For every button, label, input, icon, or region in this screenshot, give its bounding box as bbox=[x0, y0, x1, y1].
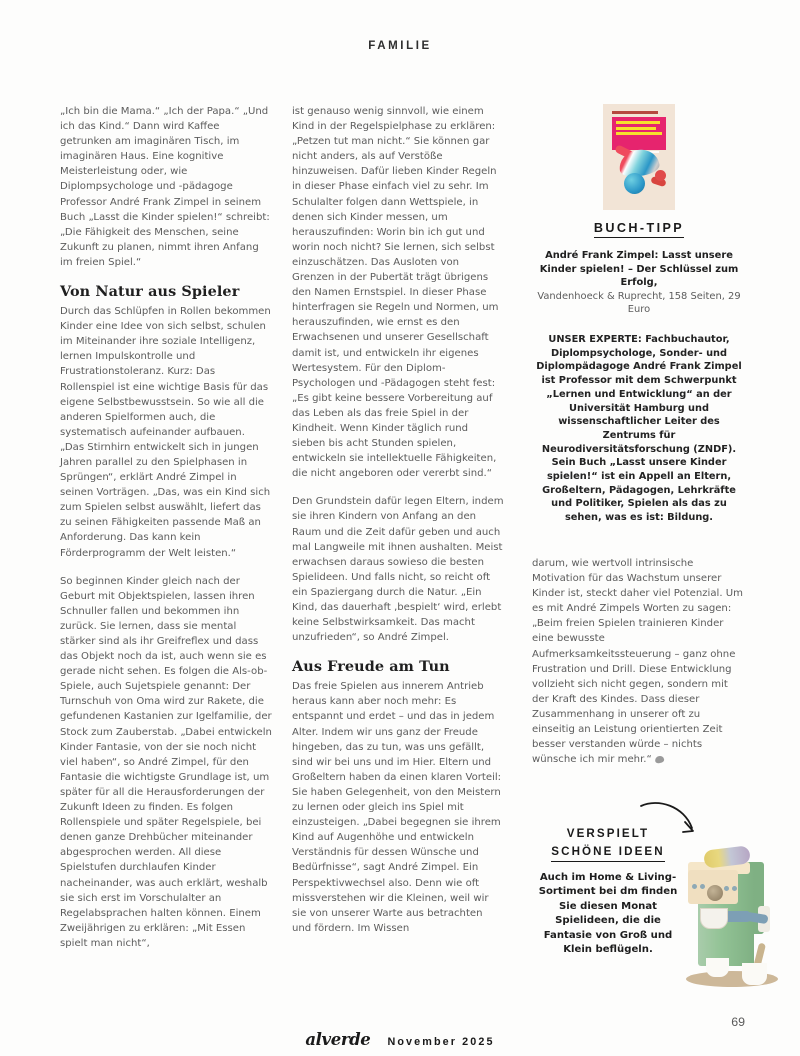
book-cover-image bbox=[603, 104, 675, 210]
text-column-2 bbox=[292, 104, 504, 949]
paragraph: Den Grundstein dafür legen Eltern, indem sie ihren Kindern von Anfang an den Raum und die Zeit dafür geben und auch mal Langweile mit ihnen aushalten. Meist erwachsen daraus sowieso die besten Spielideen. Und falls nicht, so reicht oft ein Spaziergang durch die Natur. „Ein Kind, das dauerhaft ‚bespielt‘ wird, erlebt keine Selbstwirksamkeit. Das macht unzufrieden“, so André Zimpel. bbox=[292, 496, 504, 644]
toy-cup bbox=[706, 958, 729, 977]
paragraph bbox=[532, 556, 746, 767]
paragraph: Durch das Schlüpfen in Rollen bekommen Kinder eine Idee von sich selbst, schulen im Miteinander ihre soziale Intelligenz, lernen Impulskontrolle und Frustrationstoleranz. Kurz: Das Rollenspiel ist eine wichtige Basis für das eigene Selbstbewusstsein. So wie all die anderen Spielformen auch, die systematisch aufeinander aufbauen. „Das Stirnhirn entwickelt sich in jungen Jahren parallel zu den Spielphasen in Sprüngen“, erklärt André Zimpel in seinen Vorträgen. „Das, was ein Kind sich zum Spielen selbst auswählt, liefert das zu seinen Fähigkeiten passende Maß an Anforderung. Das kann kein Förderprogramm der Welt leisten.“ bbox=[60, 306, 271, 559]
toy-cup bbox=[742, 963, 767, 985]
book-tip-label: BUCH-TIPP bbox=[594, 221, 684, 238]
toy-dial-icon bbox=[692, 884, 697, 889]
page-header bbox=[0, 40, 800, 52]
toy-filter-cup bbox=[700, 908, 728, 929]
ball-icon bbox=[624, 173, 645, 194]
book-tip-box bbox=[532, 104, 746, 317]
paragraph: „Ich bin die Mama.“ „Ich der Papa.“ „Und ich das Kind.“ Dann wird Kaffee getrunken am imaginären Tisch, im imaginären Haus. Eine kognitive Meisterleistung oder, wie Diplompsychologe und -pädagoge Professor André Frank Zimpel in seinem Buch „Lasst die Kinder spielen!“ schreibt: „Die Fähigkeit des Menschen, seine Zukunft zu planen, nimmt ihren Anfang im freien Spiel.“ bbox=[60, 106, 270, 268]
page-number: 69 bbox=[731, 1015, 745, 1029]
promo-heading-line-2: SCHÖNE IDEEN bbox=[551, 844, 665, 858]
promo-text-block bbox=[538, 825, 678, 957]
book-cover-title-line bbox=[616, 132, 662, 135]
toy-dial-icon bbox=[732, 886, 737, 891]
paragraph: So beginnen Kinder gleich nach der Geburt mit Objektspielen, lassen ihren Schnuller fallen und bekommen ihn zurück. Sie lernen, dass sie mental stärker sind als ihr Greifreflex und dass das Objekt noch da ist, auch wenn sie es gerade nicht sehen. Es folgen die Als-ob-Spiele, auch Sujetspiele genannt: Der Turnschuh von Oma wird zur Rakete, die gefundenen Kastanien zur Igelfamilie, der Stock zum Zauberstab. „Dabei entwickeln Kinder Fantasie, von der sie noch nicht viel haben“, so André Zimpel, für den Fantasie die wichtigste Grundlage ist, um später für all die Herausforderungen der Zukunft Ideen zu finden. Es folgen Rollenspiele und später Regelspiele, bei denen ganze Drehbücher miteinander abgesprochen werden. All diese Spielstufen durchlaufen Kinder nacheinander, was auch erklärt, weshalb sie sich erst im Vorschulalter an Regelabsprachen halten können. Einem Zweijährigen zu erklären: „Mit Essen spielt man nicht“, bbox=[60, 575, 272, 949]
text-column-3 bbox=[532, 556, 746, 767]
promo-heading bbox=[551, 825, 664, 862]
book-tip-publisher: Vandenhoeck & Ruprecht, 158 Seiten, 29 Euro bbox=[537, 290, 741, 316]
book-cover-author-line bbox=[612, 111, 658, 114]
toy-big-knob-icon bbox=[707, 885, 723, 901]
promo-heading-line-1: VERSPIELT bbox=[566, 827, 650, 840]
book-cover-title-line bbox=[616, 127, 656, 130]
subheading-von-natur-aus-spieler: Von Natur aus Spieler bbox=[60, 283, 240, 301]
paragraph: ist genauso wenig sinnvoll, wie einem Kind in der Regelspielphase zu erklären: „Petzen tut man nicht.“ Sie können gar nicht anders, als auf Verstöße hinzuweisen. Dafür lieben Kinder Regeln in dieser Phase einfach viel zu sehr. Im Schulalter folgen dann Wettspiele, in denen sich Kinder messen, um herauszufinden: Worin bin ich gut und worin noch nicht? Sie lernen, sich selbst einzuschätzen. Das Ausloten von Grenzen in der Pubertät trägt übrigens den Namen Ernstspiel. In dieser Phase hinterfragen sie Regeln und Normen, um herauszufinden, wie ernst es den Erwachsenen und unserer Gesellschaft damit ist, und entwickeln ihr eigenes Wertesystem. Für den Diplom-Psychologen und -Pädagogen steht fest: „Es gibt keine bessere Vorbereitung auf das Leben als das freie Spiel in der Kindheit. Wenn Kinder täglich rund sieben bis acht Stunden spielen, entwickeln sie intellektuelle Fähigkeiten, die nicht angeboren oder vererbt sind.“ bbox=[292, 106, 499, 480]
issue-date: November 2025 bbox=[387, 1036, 495, 1048]
toy-dial-icon bbox=[700, 884, 705, 889]
toy-dial-icon bbox=[724, 886, 729, 891]
book-tip-title: André Frank Zimpel: Lasst unsere Kinder spielen! – Der Schlüssel zum Erfolg, bbox=[539, 250, 739, 289]
expert-bio: UNSER EXPERTE: Fachbuchautor, Diplompsychologe, Sonder- und Diplompädagoge André Frank Zimpel ist Professor mit dem Schwerpunkt „Lernen und Entwicklung“ an der Universität Hamburg und wissenschaftlicher Leiter des Zentrums für Neurodiversitätsforschung (ZNDF). Sein Buch „Lasst unsere Kinder spielen!“ ist ein Appell an Eltern, Großeltern, Pädagogen, Lehrkräfte und Politiker, Spielen als das zu sehen, was es ist: Bildung. bbox=[536, 334, 742, 524]
end-mark-icon bbox=[654, 755, 664, 764]
subheading-aus-freude-am-tun: Aus Freude am Tun bbox=[292, 658, 450, 676]
magazine-brand: alverde bbox=[305, 1030, 371, 1049]
book-cover-wrap bbox=[532, 104, 746, 210]
section-title: FAMILIE bbox=[368, 40, 432, 52]
paragraph: Das freie Spielen aus innerem Antrieb heraus kann aber noch mehr: Es entspannt und erdet – und das in jedem Alter. Indem wir uns ganz der Freude hingeben, das zu tun, was uns gefällt, sind wir bei uns und im Hier. Eltern und Großeltern haben da einen klaren Vorteil: Sie haben Gelegenheit, von den Meistern zu lernen oder gleich ins Spiel mit einzusteigen. „Dabei begegnen sie ihrem Kind auf Augenhöhe und entwickeln Verständnis für dessen Wünsche und Bedürfnisse“, sagt André Zimpel. Ein Perspektivwechsel also. Denn wie oft missverstehen wir die Kleinen, weil wir sie von unserer Warte aus betrachten und fördern. Im Wissen bbox=[292, 681, 502, 934]
toy-coffee-machine-image bbox=[680, 828, 790, 993]
toy-knob-icon bbox=[655, 170, 666, 181]
book-cover-title-line bbox=[616, 121, 660, 124]
promo-box bbox=[530, 800, 792, 1000]
paragraph-text: darum, wie wertvoll intrinsische Motivation für das Wachstum unserer Kinder ist, steckt daher viel Potenzial. Um es mit André Zimpels Worten zu sagen: „Beim freien Spielen trainieren Kinder eine bewusste Aufmerksamkeitssteuerung – ganz ohne Frustration und Drill. Diese Entwicklung vollzieht sich nicht gegen, sondern mit der Kraft des Kindes. Dass dieser Zusammenhang in unserer oft zu einseitig an Leistung orientierten Zeit besser verstanden würde – nichts wünsche ich mir mehr.“ bbox=[532, 558, 743, 766]
promo-body: Auch im Home & Living-Sortiment bei dm finden Sie diesen Monat Spielideen, die die Fantasie von Groß und Klein beflügeln. bbox=[538, 872, 678, 956]
footer-center bbox=[0, 1030, 800, 1049]
text-column-1 bbox=[60, 104, 272, 964]
